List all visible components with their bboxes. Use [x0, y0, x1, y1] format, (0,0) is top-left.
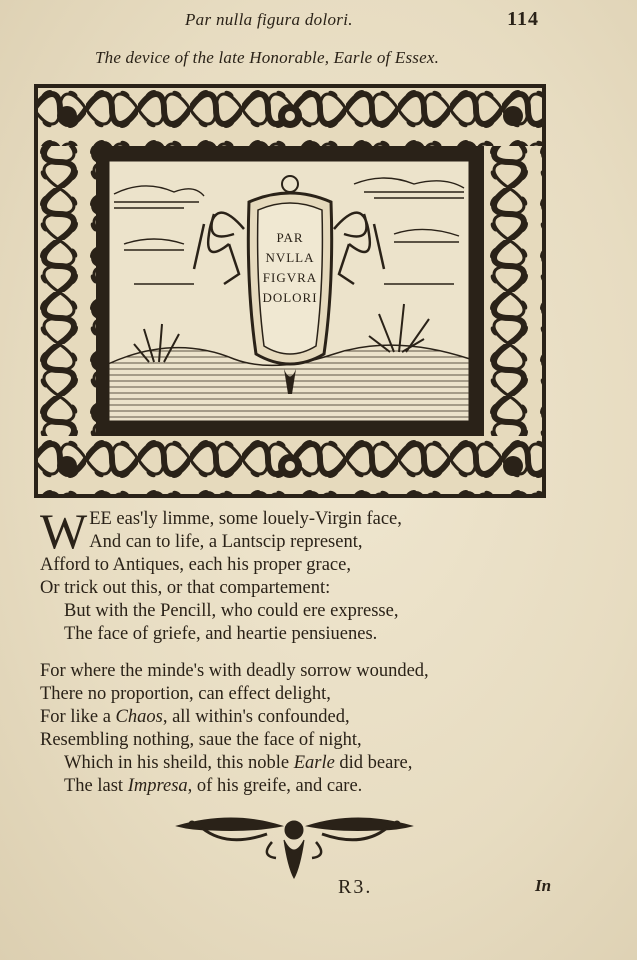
motto-line: FIGVRA — [262, 270, 318, 285]
verse-text: , of his greife, and care. — [187, 776, 363, 796]
motto-line: NVLLA — [265, 250, 315, 265]
verse-line: Afford to Antiques, each his proper grace, — [40, 555, 351, 575]
stanza-1 — [40, 503, 560, 646]
verse-line: Resembling nothing, saue the face of night, — [40, 730, 362, 750]
verse-line: And can to life, a Lantscip represent, — [89, 532, 363, 552]
device-caption: The device of the late Honorable, Earle of Essex. — [95, 48, 440, 67]
motto-line: PAR — [276, 230, 304, 245]
running-head — [0, 8, 637, 36]
verse-line: Or trick out this, or that compartement: — [40, 578, 331, 598]
motto-line: DOLORI — [262, 290, 318, 305]
stanza-2 — [40, 660, 560, 798]
italic-word: Chaos — [115, 707, 163, 727]
page-number: 114 — [507, 8, 539, 30]
verse-line: There no proportion, can effect delight, — [40, 684, 331, 704]
verse-line: EE eas'ly limme, some louely-Virgin face, — [89, 509, 402, 529]
verse-line — [40, 775, 560, 798]
woodcut-illustration — [34, 84, 546, 498]
running-title: Par nulla figura dolori. — [185, 10, 353, 29]
tailpiece-ornament — [172, 812, 417, 880]
verse-text: For like a — [40, 707, 116, 727]
signature-mark: R3. — [338, 876, 373, 898]
verse-line: For where the minde's with deadly sorrow wounded, — [40, 661, 429, 681]
italic-word: Impresa — [127, 776, 188, 796]
drop-cap: W — [40, 503, 88, 559]
catchword: In — [535, 876, 552, 895]
verse-text: , all within's confounded, — [162, 707, 350, 727]
verse-line: The face of griefe, and heartie pensiuenes. — [64, 624, 378, 644]
italic-word: Earle — [293, 753, 335, 773]
verse-line: But with the Pencill, who could ere expresse, — [64, 601, 399, 621]
verse-text: Which in his sheild, this noble — [64, 753, 294, 773]
verse-line — [40, 706, 560, 729]
verse-text: did beare, — [334, 753, 413, 773]
verse-line — [40, 752, 560, 775]
verse-text: The last — [64, 776, 128, 796]
